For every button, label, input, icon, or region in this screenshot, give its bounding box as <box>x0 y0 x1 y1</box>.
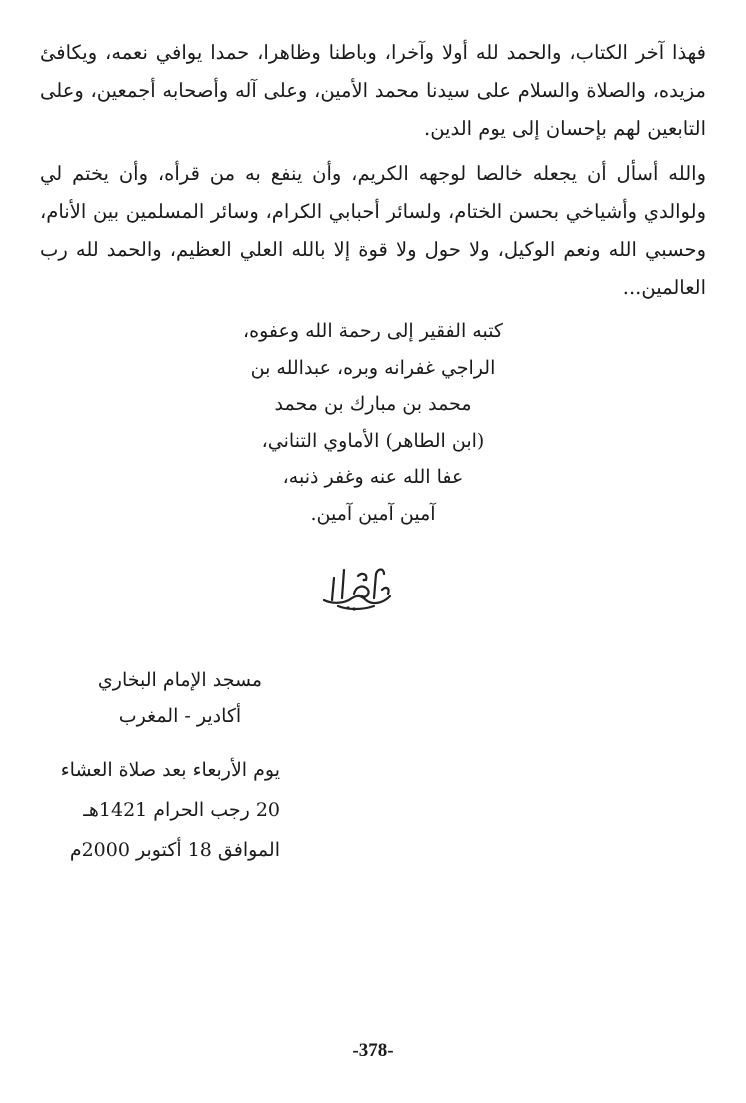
signature-line: آمين آمين آمين. <box>310 502 436 525</box>
date-block <box>40 750 280 870</box>
day-line: يوم الأربعاء بعد صلاة العشاء <box>60 759 280 781</box>
supplication-paragraph: والله أسأل أن يجعله خالصا لوجهه الكريم، وأن ينفع به من قرأه، وأن يختم لي ولوالدي وأشياخي بحسن الختام، ولسائر أحبابي الكرام، وسائر المسلمين بين الأنام، وحسبي الله ونعم الوكيل، ولا حول ولا قوة إلا بالله العلي العظيم، والحمد لله رب العالمين... <box>40 162 706 299</box>
calligraphy-signature-icon <box>318 560 396 612</box>
place-block <box>90 662 270 734</box>
gregorian-date: الموافق 18 أكتوبر 2000م <box>69 839 280 861</box>
author-signature-block <box>200 313 546 532</box>
signature-line: عفا الله عنه وغفر ذنبه، <box>282 466 464 488</box>
hijri-date: 20 رجب الحرام 1421هـ <box>83 799 280 821</box>
mosque-name: مسجد الإمام البخاري <box>97 669 263 691</box>
page-number: -378- <box>352 1040 394 1061</box>
closing-paragraph: فهذا آخر الكتاب، والحمد لله أولا وآخرا، وباطنا وظاهرا، حمدا يوافي نعمه، ويكافئ مزيده، والصلاة والسلام على سيدنا محمد الأمين، وعلى آله وأصحابه أجمعين، وعلى التابعين لهم بإحسان إلى يوم الدين. <box>40 41 706 140</box>
signature-line: الراجي غفرانه وبره، عبدالله بن <box>250 356 496 379</box>
city-country: أكادير - المغرب <box>118 705 242 727</box>
signature-line: كتبه الفقير إلى رحمة الله وعفوه، <box>243 320 503 342</box>
signature-line: (ابن الطاهر) الأماوي التناني، <box>261 429 485 452</box>
signature-line: محمد بن مبارك بن محمد <box>274 393 472 415</box>
